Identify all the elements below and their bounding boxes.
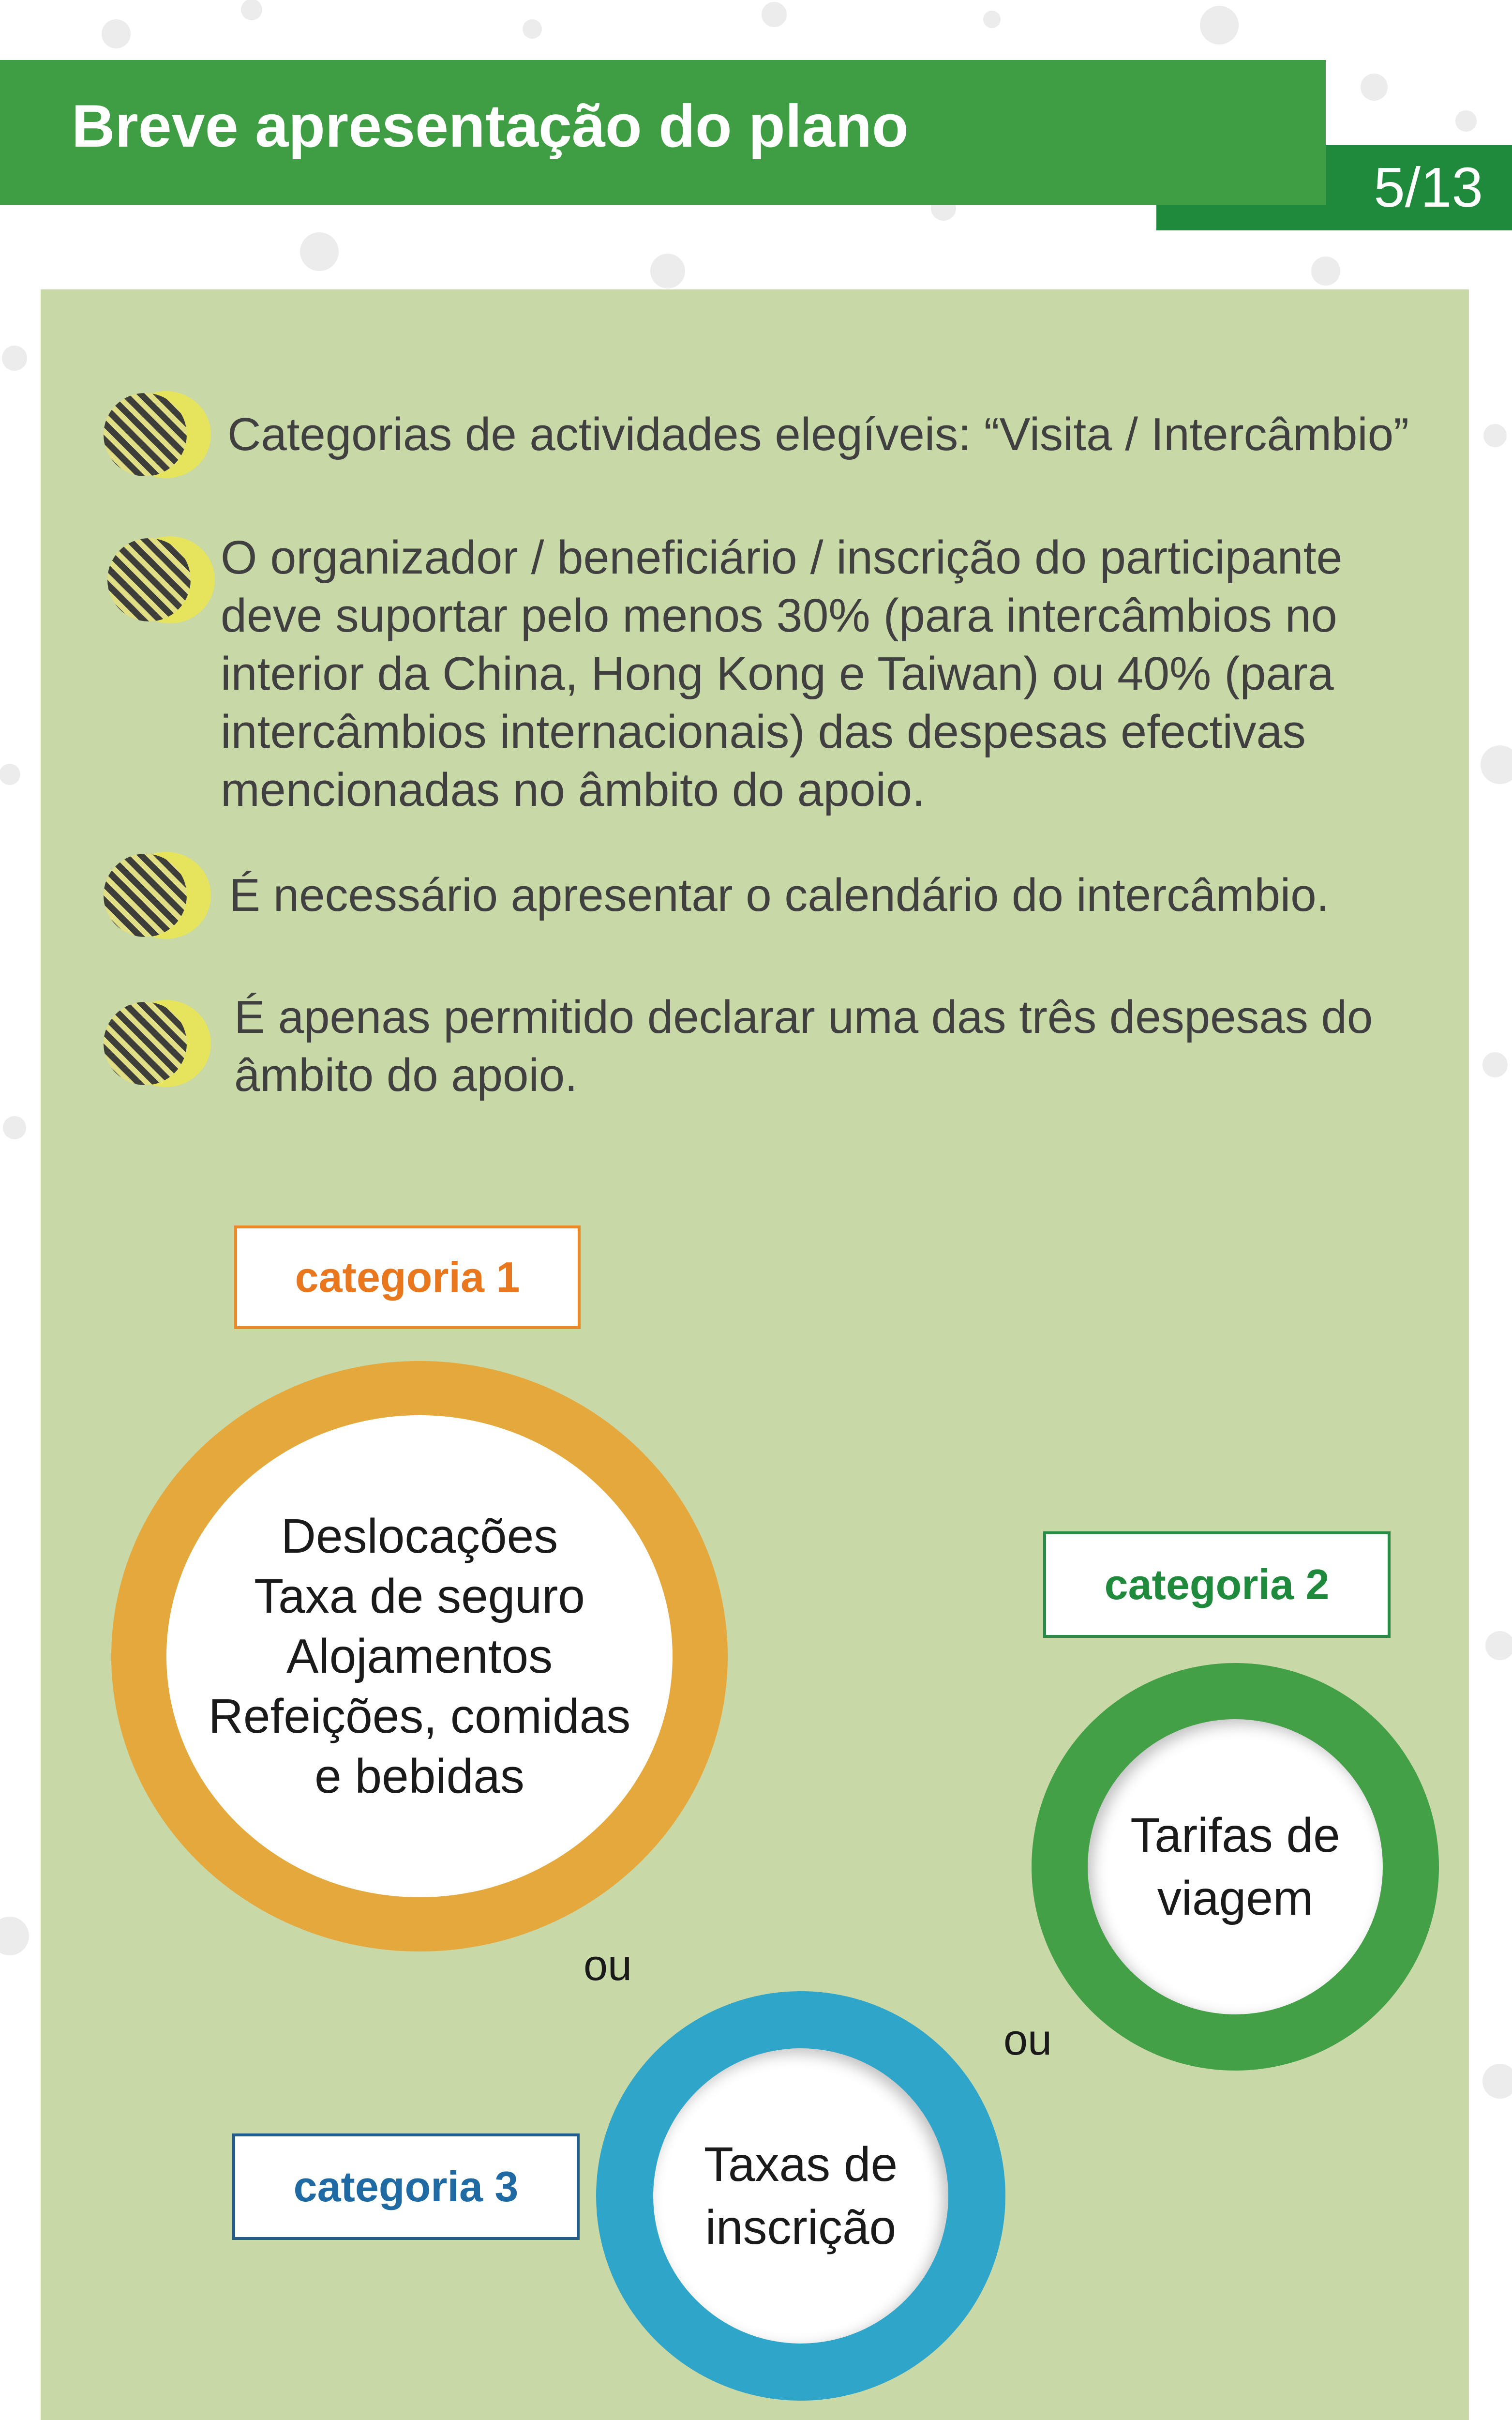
bullet-line: É necessário apresentar o calendário do intercâmbio.: [229, 869, 1330, 921]
bullet-line: Categorias de actividades elegíveis: “Visita / Intercâmbio”: [227, 408, 1409, 460]
page-title: Breve apresentação do plano: [72, 93, 909, 160]
bullet-text-4: [234, 988, 1373, 1104]
or-connector: ou: [584, 1941, 632, 1990]
category-2-label: categoria 2: [1043, 1531, 1391, 1638]
category-3-label: categoria 3: [232, 2133, 580, 2240]
expense-item: Deslocações: [281, 1509, 558, 1563]
bullet-text-2: [221, 529, 1342, 819]
expense-item: Taxa de seguro: [254, 1569, 585, 1623]
bullet-line: âmbito do apoio.: [234, 1049, 578, 1101]
category-1-label: categoria 1: [234, 1225, 581, 1329]
category-2-ring: [1032, 1663, 1439, 2071]
expense-item: Tarifas de: [1130, 1808, 1340, 1862]
category-3-ring: [596, 1991, 1005, 2401]
expense-item: inscrição: [705, 2200, 897, 2254]
expense-item: viagem: [1157, 1871, 1314, 1925]
bullet-marker-icon: [104, 1000, 211, 1087]
expense-item: e bebidas: [314, 1749, 524, 1803]
bullet-line: O organizador / beneficiário / inscrição do participante: [221, 531, 1343, 584]
category-2-items: [1088, 1719, 1383, 2014]
category-1-ring: [111, 1361, 728, 1951]
bullet-line: interior da China, Hong Kong e Taiwan) ou 40% (para: [221, 647, 1334, 700]
expense-item: Refeições, comidas: [208, 1689, 631, 1743]
category-3-items: [653, 2048, 948, 2344]
bullet-line: mencionadas no âmbito do apoio.: [221, 763, 925, 816]
category-1-items: [166, 1415, 673, 1897]
bullet-text-3: [229, 866, 1329, 924]
bullet-line: deve suportar pelo menos 30% (para intercâmbios no: [221, 589, 1337, 642]
expense-item: Taxas de: [704, 2137, 898, 2192]
or-connector: ou: [1003, 2016, 1052, 2064]
title-bar: [0, 60, 1326, 205]
bullet-text-1: [227, 406, 1409, 464]
expense-item: Alojamentos: [286, 1629, 553, 1683]
bullet-line: intercâmbios internacionais) das despesas efectivas: [221, 705, 1306, 758]
bullet-line: É apenas permitido declarar uma das três despesas do: [234, 991, 1373, 1043]
bullet-marker-icon: [107, 536, 215, 623]
bullet-marker-icon: [104, 852, 211, 939]
bullet-marker-icon: [104, 391, 211, 478]
page-number: 5/13: [1374, 156, 1483, 219]
